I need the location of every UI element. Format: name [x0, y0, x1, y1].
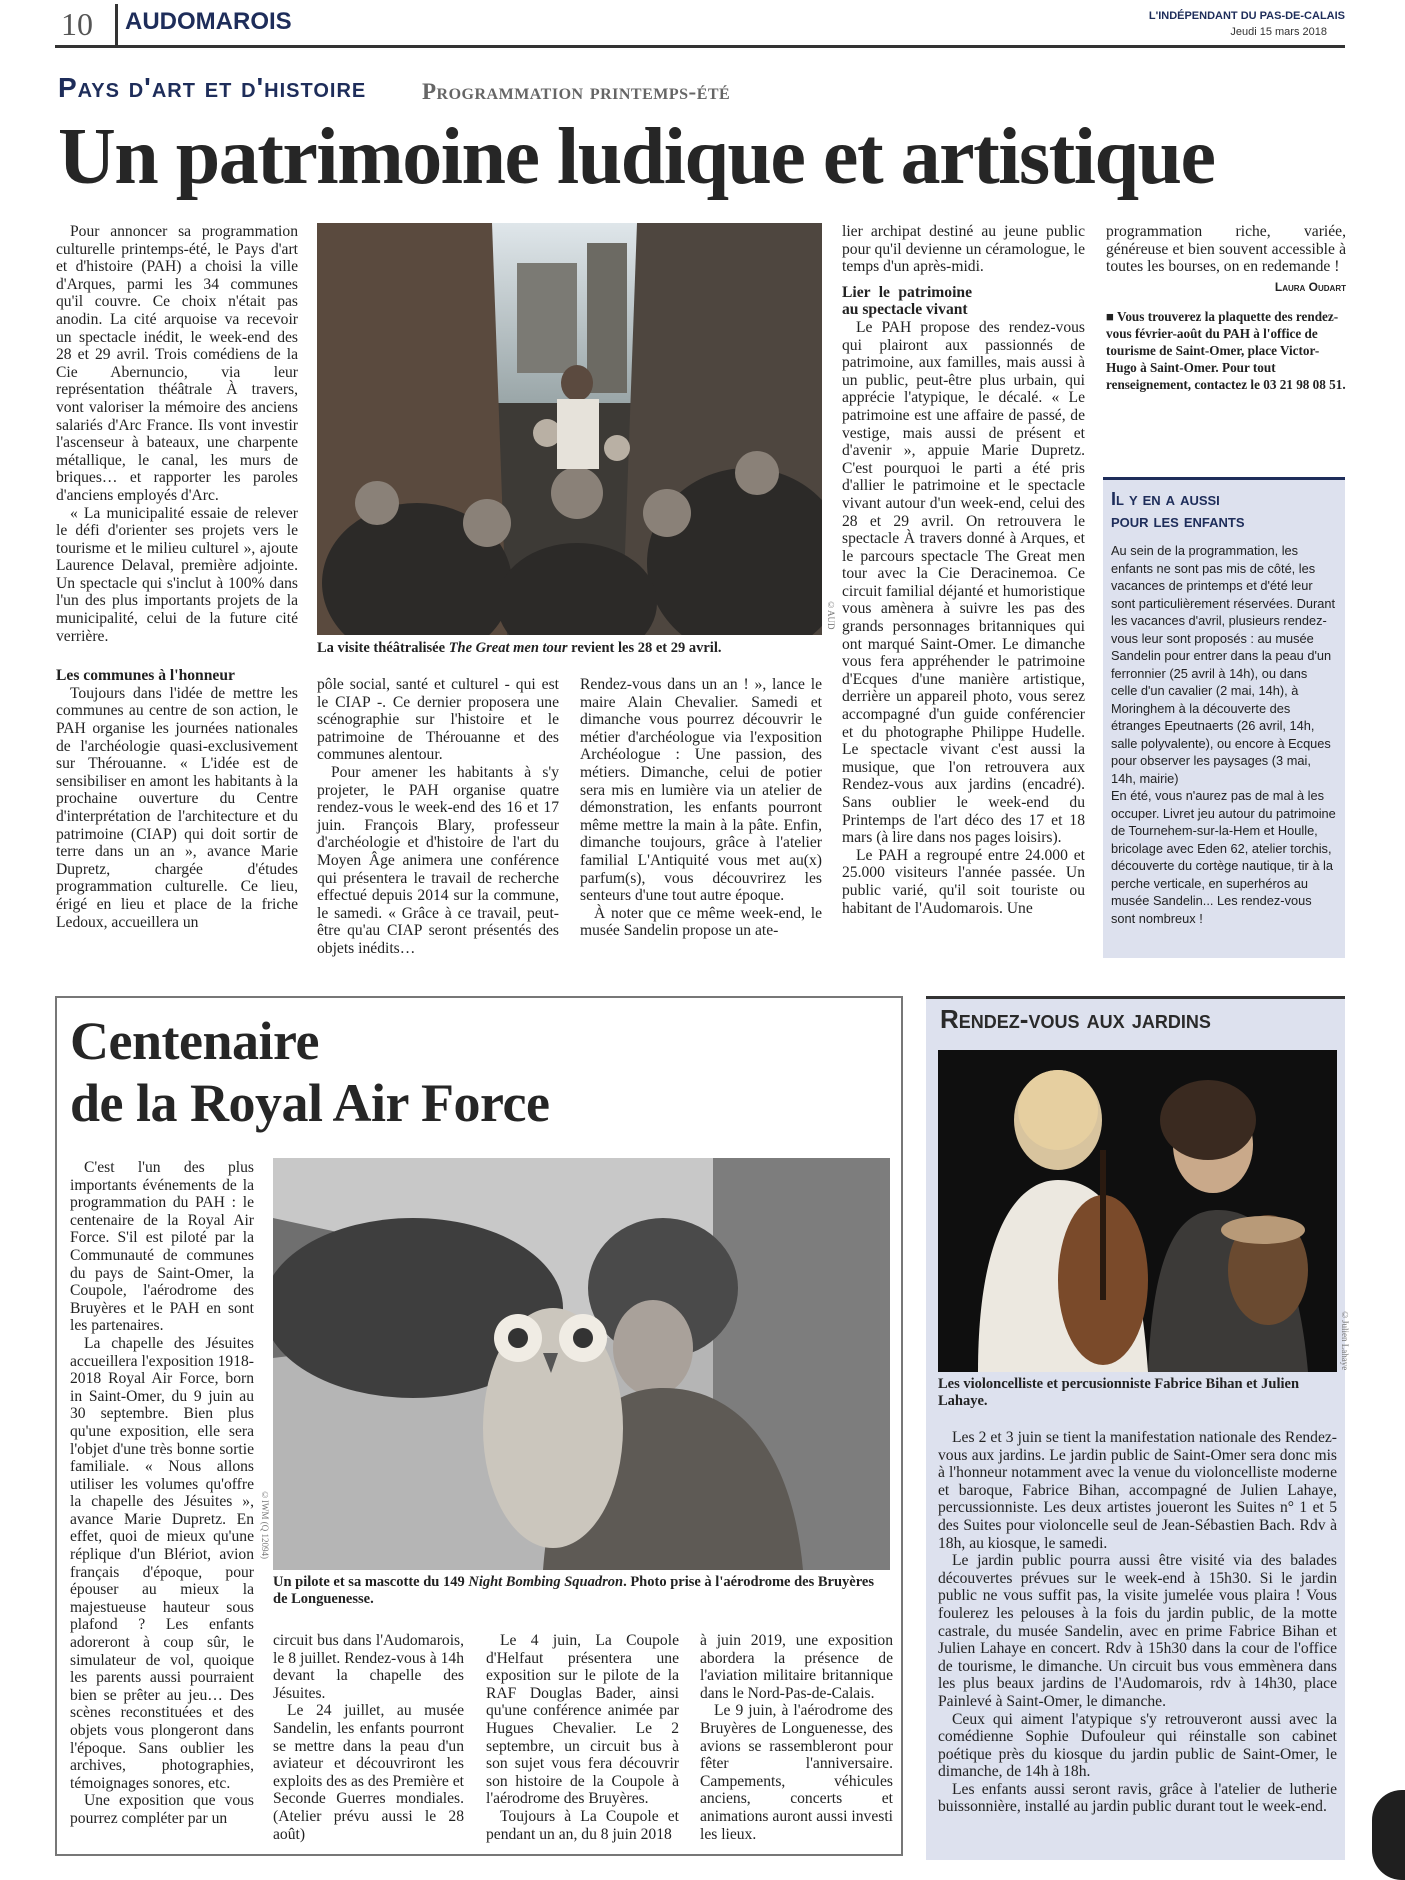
kids-box [1103, 477, 1345, 958]
paragraph: Les 2 et 3 juin se tient la manifestation nationale des Rendez-vous aux jardins. Le jardin public de Saint-Omer sera donc mis à l'honneur notamment avec la venue du violoncelliste moderne et baroque, Fabrice Bihan, accompagné de Julien Lahaye, percussionniste. Les deux artistes joueront les Suites n° 1 et 5 des Suites pour violoncelle seul de Jean-Sébastien Bach. Rdv à 18h, au kiosque, le samedi. [938, 1429, 1337, 1552]
paragraph: programmation riche, variée, généreuse et bien souvent accessible à toutes les bourses, on en redemande ! [1106, 223, 1346, 276]
paragraph: Le jardin public pourra aussi être visité via des balades découvertes prévues sur le week-end à 15h30. Si le jardin public ne vous suffit pas, la visite jumelée vous plaira ! Vous foulerez les pelouses à la fois du jardin public, de la motte castrale, du musée Sandelin, avec en prime Fabrice Bihan et Julien Lahaye en concert. Rdv à 15h30 dans la cour de l'office de tourisme, le dimanche. Un circuit bus vous emmènera dans les plus beaux jardins de l'Audomarois, rdv à 14h30, place Painlevé à Saint-Omer, le dimanche. [938, 1552, 1337, 1710]
issue-date: Jeudi 15 mars 2018 [1230, 26, 1327, 38]
square-bullet-icon: ■ [1106, 309, 1118, 325]
header-divider [115, 4, 118, 46]
musicians-photo [938, 1050, 1337, 1372]
paragraph: Le 9 juin, à l'aérodrome des Bruyères de Longuenesse, des avions se rassembleront pour fêter l'anniversaire. Campements, véhicules anciens, concerts et animations auront aussi investi les lieux. [700, 1702, 893, 1843]
paragraph: Ceux qui aiment l'atypique s'y retrouveront aussi avec la comédienne Sophie Dufouleur qui réinstalle son cabinet poétique près du kiosque du jardin public de Saint-Omer, le dimanche, de 14h à 18h. [938, 1710, 1337, 1781]
subheading: Lier le patrimoine au spectacle vivant [842, 283, 972, 319]
paragraph: Pour amener les habitants à s'y projeter, le PAH organise quatre rendez-vous le week-end des 16 et 17 juin. François Blary, professeur d'archéologie et d'histoire de l'art du Moyen Âge animera une conférence qui présentera le travail de recherche effectué depuis 2014 sur la commune, le samedi. « Grâce à ce travail, peut-être qu'au CIAP seront présentés des objets inédits… [317, 763, 559, 957]
article1-col3 [580, 676, 822, 940]
paragraph: Une exposition que vous pourrez compléter par un [70, 1792, 254, 1827]
paragraph: circuit bus dans l'Audomarois, le 8 juillet. Rendez-vous à 14h devant la chapelle des Jésuites. [273, 1632, 464, 1702]
raf-title: Centenaire de la Royal Air Force [70, 1011, 550, 1133]
article1-col1 [56, 223, 298, 931]
paragraph: Toujours dans l'idée de mettre les communes au centre de son action, le PAH organise les journées nationales de l'archéologie quasi-exclusivement sur Thérouanne. « L'idée est de sensibiliser en amont les habitants à la prochaine ouverture du Centre d'interprétation de l'architecture et du patrimoine (CIAP) qui doit sortir de terre dans un an », avance Marie Dupretz, chargée d'études programmation culturelle. Ce lieu, érigé en lieu et place de la friche Ledoux, accueillera un [56, 684, 298, 931]
raf-col2 [273, 1632, 464, 1843]
photo-credit: ©Julien Lahaye [1340, 1310, 1350, 1371]
musicians-caption: Les violoncelliste et percusionniste Fabrice Bihan et Julien Lahaye. [938, 1376, 1300, 1409]
paragraph: Les enfants aussi seront ravis, grâce à l'atelier de lutherie buissonnière, installé au jardin public durant tout le week-end. [938, 1780, 1337, 1816]
section-name: AUDOMAROIS [125, 8, 292, 35]
paragraph: lier archipat destiné au jeune public pour qu'il devienne un céramologue, le temps d'un après-midi. [842, 223, 1085, 276]
author-byline: Laura Oudart [1274, 279, 1346, 294]
box-body: Au sein de la programmation, les enfants ne sont pas mis de côté, les vacances de printemps et d'été leur sont particulièrement réservées. Durant les vacances d'avril, plusieurs rendez-vous leur sont proposés : au musée Sandelin pour entrer dans la peau d'un ferronnier (25 avril à 14h), ou dans celle d'un cavalier (2 mai, 14h), à Moringhem à la découverte des étranges Epeutnaerts (26 avril, 14h, salle polyvalente), ou encore à Ecques pour observer les paysages (3 mai, 14h, mairie) En été, vous n'aurez pas de mal à les occuper. Livret jeu autour du patrimoine de Tournehem-sur-la-Hem et Houlle, bricolage avec Eden 62, atelier torchis, découverte du cortège nautique, tir à la perche verticale, en superhéros au musée Sandelin... Les rendez-vous sont nombreux ! [1111, 543, 1336, 926]
subheading: Les communes à l'honneur [56, 667, 235, 685]
page-corner-tab [1372, 1790, 1405, 1880]
paragraph: pôle social, santé et culturel - qui est le CIAP -. Ce dernier proposera une scénographie sur l'histoire et le patrimoine de Thérouanne et des communes alentour. [317, 676, 559, 764]
kicker-sub: Programmation printemps-été [422, 79, 731, 104]
paragraph: La chapelle des Jésuites accueillera l'exposition 1918-2018 Royal Air Force, born in Saint-Omer, du 9 juin au 30 septembre. Bien plus qu'une exposition, elle sera l'objet d'une très bonne sortie familiale. « Nous allons utiliser les volumes qu'offre la chapelle des Jésuites », avance Marie Dupretz. En effet, quoi de mieux qu'une réplique d'un Blériot, avion français d'époque, pour épouser au mieux la majestueuse hauteur sous plafond ? Les enfants adoreront à coup sûr, le simulateur de vol, quoique les parents aussi pourraient bien se prêter au jeu… Des scènes reconstituées et des objets vous plongeront dans l'époque. Sans oublier les archives, photographies, témoignages sonores, etc. [70, 1334, 254, 1792]
paragraph: C'est l'un des plus importants événements de la programmation du PAH : le centenaire de la Royal Air Force. S'il est piloté par la Communauté de communes du pays de Saint-Omer, la Coupole, l'aérodrome des Bruyères et le PAH en sont les partenaires. [70, 1159, 254, 1335]
kicker-main: Pays d'art et d'histoire [58, 72, 367, 103]
page-number: 10 [61, 6, 93, 42]
page-header [55, 0, 1345, 48]
raf-photo-caption: Un pilote et sa mascotte du 149 Night Bombing Squadron. Photo prise à l'aérodrome des Bruyères de Longuenesse. [273, 1574, 874, 1607]
raf-col4 [700, 1632, 893, 1843]
gardens-title: Rendez-vous aux jardins [940, 1004, 1211, 1034]
newspaper-name: L'INDÉPENDANT DU PAS-DE-CALAIS [1148, 10, 1345, 22]
kicker [58, 72, 366, 104]
paragraph: À noter que ce même week-end, le musée Sandelin propose un ate- [580, 904, 822, 940]
photo-credit: ©IWM (Q 12094) [260, 1490, 270, 1559]
paragraph: Le 4 juin, La Coupole d'Helfaut présentera une exposition sur le pilote de la RAF Douglas Bader, ainsi qu'une conférence animée par Hugues Chevalier. Le 2 septembre, un circuit bus à son sujet vous fera découvrir son histoire de la Coupole à l'aérodrome des Bruyères. [486, 1632, 679, 1808]
article1-col5 [1106, 223, 1346, 393]
info-note: ■ Vous trouverez la plaquette des rendez-vous février-août du PAH à l'office de tourisme de Saint-Omer, place Victor-Hugo à Saint-Omer. Pour tout renseignement, contactez le 03 21 98 08 51. [1106, 309, 1346, 393]
paragraph: Rendez-vous dans un an ! », lance le maire Alain Chevalier. Samedi et dimanche vous pourrez découvrir le métier d'archéologue via l'exposition Archéologue : Une passion, des métiers. Dimanche, celui de potier sera mis en lumière via un atelier de démonstration, les enfants pourront même mettre la main à la pâte. Enfin, dimanche toujours, grâce à l'atelier familial L'Antiquité vous met au(x) parfum(s), vous découvrirez les senteurs d'une tout autre époque. [580, 676, 822, 905]
paragraph: Le 24 juillet, au musée Sandelin, les enfants pourront se mettre dans la peau d'un aviateur et découvriront les exploits des as des Première et Seconde Guerres mondiales. (Atelier prévu aussi le 28 août) [273, 1702, 464, 1843]
pilot-owl-photo [273, 1158, 890, 1570]
article1-col2 [317, 676, 559, 958]
paragraph: Pour annoncer sa programmation culturelle printemps-été, le Pays d'art et d'histoire (PAH) a choisi la ville d'Arques, parmi les 34 communes qu'il couvre. Ce choix n'était pas anodin. La cité arquoise va recevoir un spectacle inédit, le week-end des 28 et 29 avril. Trois comédiens de la Cie Abernuncio, via leur représentation théâtrale À travers, vont valoriser la mémoire des anciens salariés d'Arc France. Ils vont investir l'ascenseur à bateaux, une charpente métallique, le canal, les murs de briques… et rapporter les paroles d'anciens employés d'Arc. [56, 223, 298, 504]
paragraph: Le PAH a regroupé entre 24.000 et 25.000 visiteurs l'année passée. Un public varié, qu'il soit touriste ou habitant de l'Audomarois. Une [842, 846, 1085, 917]
paragraph: à juin 2019, une exposition abordera la présence de l'aviation militaire britannique dans le Nord-Pas-de-Calais. [700, 1632, 893, 1702]
paragraph: Toujours à La Coupole et pendant un an, du 8 juin 2018 [486, 1807, 679, 1843]
photo-credit: ©AUD [826, 600, 836, 630]
gardens-body [938, 1429, 1337, 1816]
photo-caption: La visite théâtralisée The Great men tour revient les 28 et 29 avril. [317, 640, 722, 656]
header-rule [55, 45, 1345, 48]
raf-col3 [486, 1632, 679, 1843]
article1-col4 [842, 223, 1085, 917]
headline: Un patrimoine ludique et artistique [58, 113, 1215, 201]
paragraph: Le PAH propose des rendez-vous qui plairont aux passionnés de patrimoine, aux familles, mais aussi à un public, peut-être plus urbain, qui apprécie l'atypique, le décalé. « Le patrimoine est une affaire de passé, de vestige, mais aussi de présent et d'avenir », appuie Marie Dupretz. C'est pourquoi le parti a été pris d'allier le patrimoine et le spectacle vivant autour d'un week-end, celui des 28 et 29 avril. On retrouvera le spectacle À travers donné à Arques, et le parcours spectacle The Great men tour avec la Cie Deracinemoa. Ce circuit familial déjanté et humoristique vous amènera à suivre les pas des grands personnages britanniques qui ont marqué Saint-Omer. Le dimanche vous fera appréhender le patrimoine d'Ecques d'une manière artistique, derrière un appareil photo, vous serez accompagné d'un guide conférencier et du photographe Philippe Hudelle. Le spectacle vivant c'est aussi la musique, que l'on retrouvera aux Rendez-vous aux jardins (encadré). Sans oublier le week-end du Printemps de l'art déco des 17 et 18 mars (à lire dans nos pages loisirs). [842, 318, 1085, 847]
box-title: Il y en a aussi pour les enfants [1111, 489, 1245, 531]
quote-paragraph: « La municipalité essaie de relever le défi d'orienter ses projets vers le tourisme et le milieu culturel », ajoute Laurence Delaval, première adjointe. Un spectacle qui s'inclut à 100% dans l'un des plus importants projets de la municipalité, celui de la future cité verrière. [56, 504, 298, 645]
street-tour-photo [317, 223, 822, 635]
raf-col1 [70, 1159, 254, 1828]
